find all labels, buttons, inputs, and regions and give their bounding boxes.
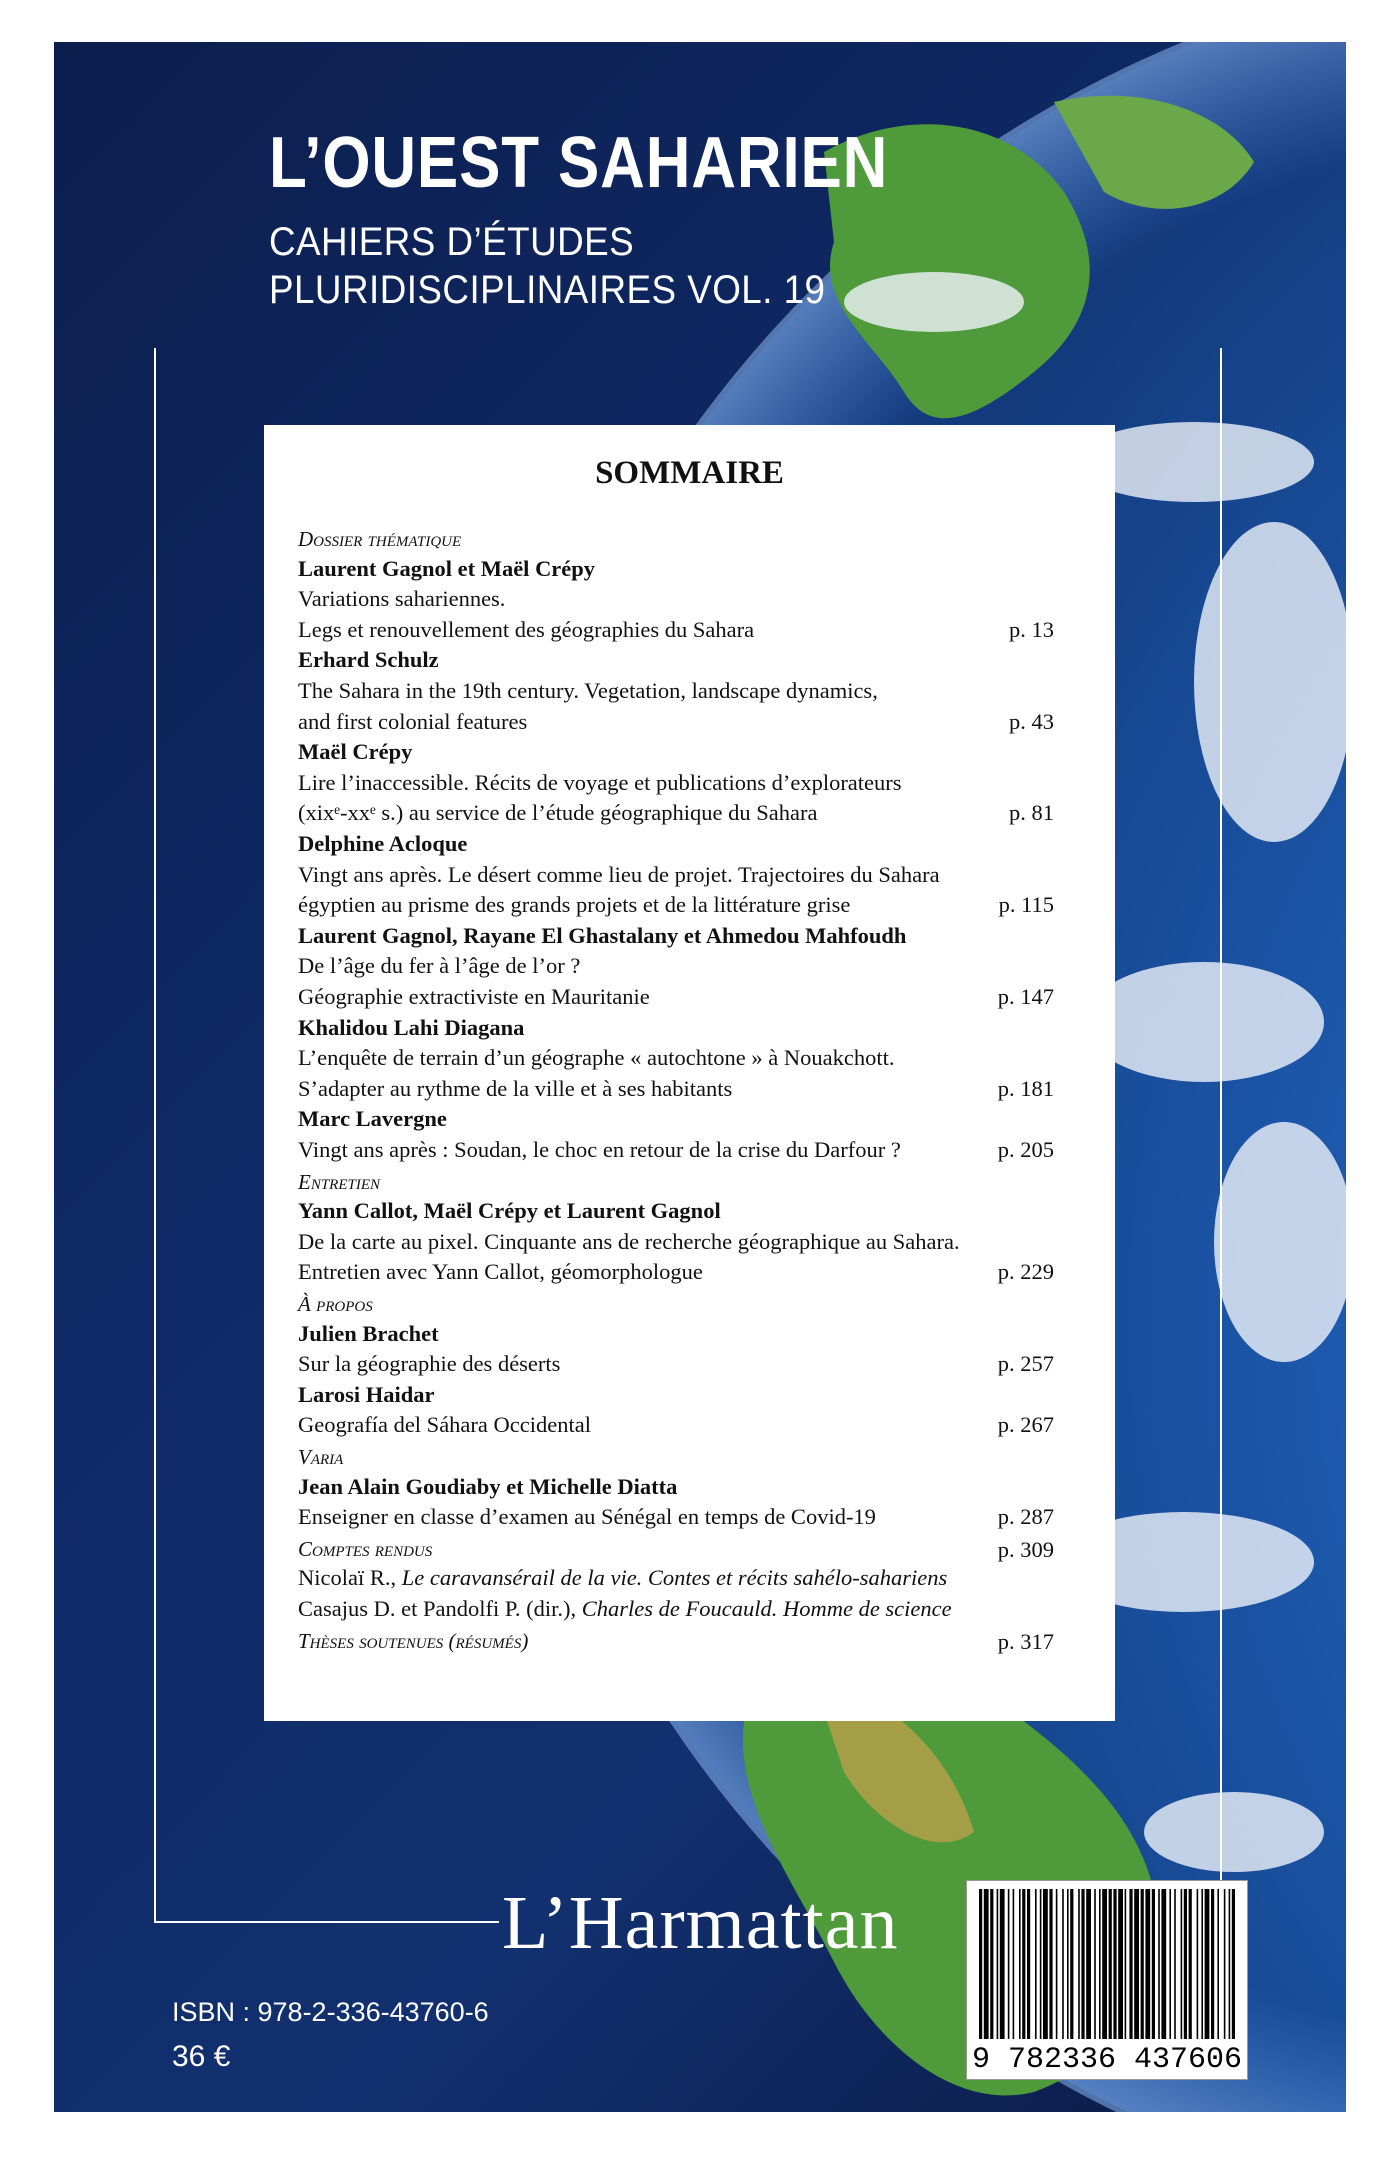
toc-text: and first colonial features xyxy=(298,708,528,734)
barcode-bar xyxy=(1217,1889,1219,2039)
toc-text: Marc Lavergne xyxy=(298,1106,447,1132)
barcode-bar xyxy=(1158,1889,1160,2039)
barcode-bar xyxy=(1125,1889,1127,2039)
toc-title xyxy=(298,953,580,979)
toc-text: (xixᵉ-xxᵉ s.) au service de l’étude géographique du Sahara xyxy=(298,800,818,826)
barcode-bar xyxy=(1019,1889,1021,2039)
barcode-bar xyxy=(1201,1889,1203,2039)
barcode-bar xyxy=(1035,1889,1037,2039)
toc-author xyxy=(298,923,906,949)
toc-page-number: p. 43 xyxy=(1009,708,1054,734)
toc-text: S’adapter au rythme de la ville et à ses habitants xyxy=(298,1075,733,1101)
toc-page-number: p. 287 xyxy=(997,1504,1054,1530)
barcode-bar xyxy=(1161,1889,1166,2039)
barcode-bar xyxy=(1113,1889,1116,2039)
barcode-bar xyxy=(1027,1889,1030,2039)
barcode-bar xyxy=(1008,1889,1010,2039)
toc-text: Khalidou Lahi Diagana xyxy=(298,1014,525,1040)
barcode-bar xyxy=(1062,1889,1064,2039)
toc-author xyxy=(298,1321,439,1347)
toc-author xyxy=(298,1015,524,1041)
toc-title xyxy=(298,617,754,643)
back-cover xyxy=(54,42,1346,2112)
toc-title xyxy=(298,862,940,888)
toc-text: L’enquête de terrain d’un géographe « autochtone » à Nouakchott. xyxy=(298,1045,895,1071)
toc-text: Dossier thématique xyxy=(298,527,462,551)
barcode-bar xyxy=(1232,1889,1235,2039)
barcode-bar xyxy=(1013,1889,1015,2039)
barcode-bar xyxy=(984,1889,989,2039)
toc-title xyxy=(298,984,650,1010)
toc-italic-title: Le caravansérail de la vie. Contes et récits sahélo-sahariens xyxy=(401,1565,948,1591)
barcode-bar xyxy=(1000,1889,1005,2039)
toc-title xyxy=(298,678,878,704)
barcode-bar xyxy=(1086,1889,1091,2039)
toc-author xyxy=(298,556,595,582)
barcode-bar xyxy=(979,1889,982,2039)
toc-page-number: p. 229 xyxy=(997,1259,1054,1285)
barcode-bar xyxy=(1049,1889,1052,2039)
barcode-bar xyxy=(1224,1889,1226,2039)
toc-title xyxy=(298,1596,952,1622)
toc-page-number: p. 115 xyxy=(998,892,1054,918)
toc-text: Julien Brachet xyxy=(298,1320,439,1346)
series-title: L’OUEST SAHARIEN xyxy=(269,123,889,203)
toc-page-number: p. 267 xyxy=(997,1412,1054,1438)
toc-author xyxy=(298,1198,721,1224)
toc-section xyxy=(298,1537,432,1562)
barcode-bar xyxy=(1129,1889,1132,2039)
barcode-bar xyxy=(1109,1889,1112,2039)
toc-page-number: p. 81 xyxy=(1009,800,1054,826)
toc-page-number: p. 147 xyxy=(997,984,1054,1009)
barcode xyxy=(966,1880,1248,2080)
toc-text: Laurent Gagnol, Rayane El Ghastalany et Ahmedou Mahfoudh xyxy=(298,922,907,948)
barcode-bar xyxy=(1078,1889,1080,2039)
toc-author xyxy=(298,831,467,857)
barcode-bar xyxy=(1094,1889,1096,2039)
barcode-bar xyxy=(1169,1889,1171,2039)
toc-text: Entretien xyxy=(298,1169,381,1194)
toc-title xyxy=(298,709,527,735)
toc-text: Géographie extractiviste en Mauritanie xyxy=(298,984,650,1009)
barcode-bar xyxy=(1211,1889,1214,2039)
toc-title xyxy=(298,1412,591,1438)
toc-text: Enseigner en classe d’examen au Sénégal en temps de Covid-19 xyxy=(298,1504,876,1530)
toc-text: De l’âge du fer à l’âge de l’or ? xyxy=(298,953,581,979)
frame-right-vertical xyxy=(1220,348,1222,1923)
toc-text: Jean Alain Goudiaby et Michelle Diatta xyxy=(298,1473,678,1499)
toc-author xyxy=(298,1106,447,1132)
toc-text: Delphine Acloque xyxy=(298,831,468,856)
toc-author xyxy=(298,1382,434,1408)
barcode-bar xyxy=(1102,1889,1107,2039)
barcode-bar xyxy=(1056,1889,1058,2039)
toc-title xyxy=(298,1076,732,1102)
toc-text: Larosi Haidar xyxy=(298,1381,435,1407)
table-of-contents xyxy=(264,425,1115,1721)
toc-title xyxy=(298,1504,876,1530)
barcode-bar xyxy=(1022,1889,1025,2039)
barcode-bar xyxy=(1205,1889,1210,2039)
toc-text: Nicolaï R., xyxy=(298,1565,402,1591)
toc-text: Legs et renouvellement des géographies du Sahara xyxy=(298,616,755,642)
frame-left-vertical xyxy=(154,348,156,1923)
barcode-bars xyxy=(967,1889,1247,2049)
barcode-bar xyxy=(990,1889,993,2039)
publisher-logo: L’Harmattan xyxy=(502,1881,899,1965)
barcode-bar xyxy=(1141,1889,1144,2039)
barcode-bar xyxy=(997,1889,999,2039)
barcode-bar xyxy=(1152,1889,1155,2039)
toc-text: Geografía del Sáhara Occidental xyxy=(298,1412,591,1438)
toc-text: Erhard Schulz xyxy=(298,647,439,673)
toc-text: Lire l’inaccessible. Récits de voyage et publications d’explorateurs xyxy=(298,769,902,795)
toc-page-number: p. 181 xyxy=(997,1075,1054,1101)
toc-section xyxy=(298,1445,343,1470)
toc-title xyxy=(298,1259,703,1285)
toc-text: The Sahara in the 19th century. Vegetation, landscape dynamics, xyxy=(298,678,878,703)
toc-text: De la carte au pixel. Cinquante ans de recherche géographique au Sahara. xyxy=(298,1228,960,1254)
toc-text: Yann Callot, Maël Crépy et Laurent Gagnol xyxy=(298,1198,721,1224)
toc-text: Varia xyxy=(298,1445,344,1469)
toc-page-number: p. 257 xyxy=(997,1351,1054,1377)
toc-page-number: p. 317 xyxy=(997,1628,1054,1654)
barcode-bar xyxy=(1067,1889,1069,2039)
barcode-bar xyxy=(1040,1889,1042,2039)
barcode-bar xyxy=(1229,1889,1231,2039)
toc-title xyxy=(298,1351,560,1377)
toc-heading: SOMMAIRE xyxy=(595,455,784,491)
toc-text: Thèses soutenues (résumés) xyxy=(298,1628,529,1653)
barcode-bar xyxy=(1145,1889,1150,2039)
barcode-bar xyxy=(1197,1889,1199,2039)
toc-text: Vingt ans après. Le désert comme lieu de projet. Trajectoires du Sahara xyxy=(298,861,940,887)
toc-italic-title: Charles de Foucauld. Homme de science xyxy=(581,1596,952,1621)
series-subtitle-line1: CAHIERS D’ÉTUDES xyxy=(269,220,635,264)
barcode-bar xyxy=(1070,1889,1073,2039)
toc-author xyxy=(298,739,412,765)
toc-text: Sur la géographie des déserts xyxy=(298,1351,561,1377)
barcode-bar xyxy=(1081,1889,1084,2039)
toc-section xyxy=(298,1629,528,1654)
toc-text: Entretien avec Yann Callot, géomorphologue xyxy=(298,1259,703,1285)
barcode-bar xyxy=(1184,1889,1187,2039)
toc-title xyxy=(298,800,817,826)
toc-title xyxy=(298,1045,894,1071)
isbn: ISBN : 978-2-336-43760-6 xyxy=(172,1997,489,2027)
toc-title xyxy=(298,770,902,796)
toc-text: Comptes rendus xyxy=(298,1536,433,1561)
toc-title xyxy=(298,1137,901,1163)
toc-page-number: p. 205 xyxy=(997,1137,1054,1162)
barcode-bar xyxy=(1181,1889,1183,2039)
toc-author xyxy=(298,1474,677,1500)
toc-text: Vingt ans après : Soudan, le choc en retour de la crise du Darfour ? xyxy=(298,1137,901,1162)
series-subtitle-line2: PLURIDISCIPLINAIRES VOL. 19 xyxy=(269,268,826,312)
barcode-bar xyxy=(1189,1889,1192,2039)
toc-author xyxy=(298,647,439,673)
toc-text: égyptien au prisme des grands projets et de la littérature grise xyxy=(298,892,851,918)
price: 36 € xyxy=(172,2040,231,2073)
barcode-bar xyxy=(1174,1889,1176,2039)
barcode-bar xyxy=(1099,1889,1101,2039)
toc-text: Laurent Gagnol et Maël Crépy xyxy=(298,555,596,581)
barcode-bar xyxy=(1118,1889,1123,2039)
toc-section xyxy=(298,527,461,552)
frame-bottom-left xyxy=(154,1921,499,1923)
barcode-bar xyxy=(1043,1889,1048,2039)
toc-text: Variations sahariennes. xyxy=(298,586,506,612)
toc-title xyxy=(298,1565,947,1591)
toc-text: Casajus D. et Pandolfi P. (dir.), xyxy=(298,1596,582,1621)
toc-section xyxy=(298,1292,373,1317)
toc-page-number: p. 13 xyxy=(1009,616,1054,642)
barcode-bar xyxy=(1134,1889,1139,2039)
toc-section xyxy=(298,1170,380,1195)
toc-title xyxy=(298,1229,960,1255)
toc-page-number: p. 309 xyxy=(997,1536,1054,1562)
toc-title xyxy=(298,892,850,918)
toc-title xyxy=(298,586,505,612)
toc-text: À propos xyxy=(298,1292,373,1316)
barcode-digits: 9 782336 437606 xyxy=(971,2043,1243,2077)
toc-text: Maël Crépy xyxy=(298,739,413,765)
